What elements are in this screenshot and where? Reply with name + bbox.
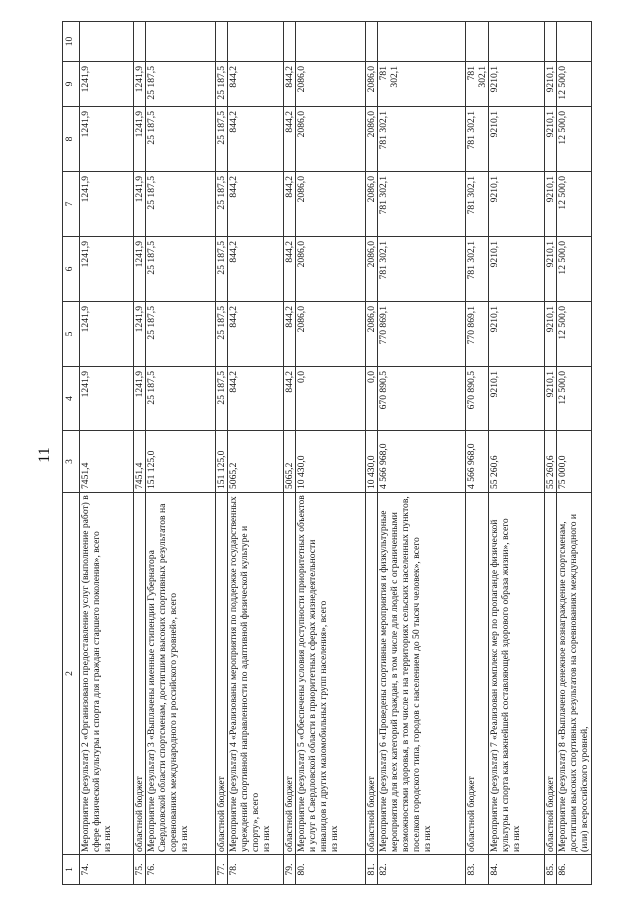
table-row: [80, 22, 134, 885]
value-cell: [284, 22, 296, 62]
value-cell: 9210,1: [489, 62, 545, 107]
budget-table: [62, 21, 592, 885]
table-row: [146, 22, 216, 885]
value-cell: 55 260,6: [489, 431, 545, 493]
value-cell: 2086,0: [366, 62, 378, 107]
value-cell: 670 890,5: [466, 367, 489, 431]
col-header: 8: [63, 107, 80, 172]
value-cell: 25 187,5: [146, 367, 216, 431]
value-cell: 844,2: [228, 107, 284, 172]
value-cell: 25 187,5: [216, 302, 228, 367]
row-number: 76.: [146, 855, 216, 885]
value-cell: 4 566 968,0: [466, 431, 489, 493]
value-cell: 1241,9: [134, 172, 146, 237]
rotated-table-wrapper: [62, 22, 598, 885]
value-cell: 2086,0: [296, 172, 366, 237]
value-cell: 9210,1: [489, 107, 545, 172]
row-label: [80, 493, 134, 855]
row-label: [545, 493, 557, 855]
value-cell: 151 125,0: [216, 431, 228, 493]
table-row: [489, 22, 545, 885]
value-cell: 2086,0: [296, 237, 366, 302]
value-cell: [366, 22, 378, 62]
value-cell: 7451,4: [80, 431, 134, 493]
value-cell: 2086,0: [366, 237, 378, 302]
value-cell: 781 302,1: [466, 172, 489, 237]
value-cell: 151 125,0: [146, 431, 216, 493]
value-cell: 670 890,5: [378, 367, 466, 431]
row-label: [466, 493, 489, 855]
value-cell: 25 187,5: [146, 172, 216, 237]
row-number: 75.: [134, 855, 146, 885]
row-label-text: Мероприятие (результат) 2 «Организовано предоставление услуг (выполнение работ) в сфере физической культуры и спорта для граждан старшего поколения», всего: [80, 495, 102, 852]
value-cell: [545, 22, 557, 62]
row-number: 74.: [80, 855, 134, 885]
row-label-text: областной бюджет: [466, 776, 477, 852]
row-label: [296, 493, 366, 855]
value-cell: [378, 22, 466, 62]
value-cell: 781 302,1: [466, 62, 489, 107]
value-cell: 9210,1: [545, 107, 557, 172]
col-header: 7: [63, 172, 80, 237]
row-number: 84.: [489, 855, 545, 885]
value-cell: 25 187,5: [216, 237, 228, 302]
value-cell: 1241,9: [134, 367, 146, 431]
value-cell: 844,2: [228, 237, 284, 302]
row-label-text: областной бюджет: [134, 776, 145, 852]
row-number: 79.: [284, 855, 296, 885]
value-cell: [296, 22, 366, 62]
value-cell: 770 869,1: [378, 302, 466, 367]
value-cell: 844,2: [228, 172, 284, 237]
value-cell: 844,2: [228, 367, 284, 431]
value-cell: 1241,9: [134, 302, 146, 367]
value-cell: 5065,2: [228, 431, 284, 493]
value-cell: 1241,9: [134, 107, 146, 172]
value-cell: 2086,0: [366, 302, 378, 367]
value-cell: 781 302,1: [466, 107, 489, 172]
value-cell: 4 566 968,0: [378, 431, 466, 493]
row-label: [228, 493, 284, 855]
row-number: 85.: [545, 855, 557, 885]
row-label: [557, 493, 592, 855]
row-number: 86.: [557, 855, 592, 885]
row-number: 80.: [296, 855, 366, 885]
value-cell: 25 187,5: [146, 107, 216, 172]
row-label-text: Мероприятие (результат) 4 «Реализованы мероприятия по поддержке государственных учреждений спортивной направленности по адаптивной физической культуре и спорту», всего: [228, 496, 261, 852]
col-header: 1: [63, 855, 80, 885]
page-number: 11: [36, 447, 53, 463]
row-number: 82.: [378, 855, 466, 885]
value-cell: 781 302,1: [378, 172, 466, 237]
value-cell: [134, 22, 146, 62]
col-header: 3: [63, 431, 80, 493]
table-row: [296, 22, 366, 885]
value-cell: 9210,1: [545, 62, 557, 107]
value-cell: 770 869,1: [466, 302, 489, 367]
table-row: [545, 22, 557, 885]
table-row: [466, 22, 489, 885]
value-cell: 0,0: [296, 367, 366, 431]
value-cell: 2086,0: [296, 302, 366, 367]
value-cell: 1241,9: [134, 62, 146, 107]
value-cell: 844,2: [284, 107, 296, 172]
row-label: [284, 493, 296, 855]
value-cell: 25 187,5: [216, 62, 228, 107]
value-cell: 12 500,0: [557, 302, 592, 367]
header-row: [63, 22, 80, 885]
value-cell: 844,2: [284, 237, 296, 302]
value-cell: 2086,0: [366, 172, 378, 237]
value-cell: [146, 22, 216, 62]
value-cell: 9210,1: [545, 367, 557, 431]
row-label-text: областной бюджет: [545, 776, 556, 852]
value-cell: 55 260,6: [545, 431, 557, 493]
table-row: [366, 22, 378, 885]
row-label-text: Мероприятие (результат) 3 «Выплачены именные стипендии Губернатора Свердловской области спортсменам, достигшим высоких спортивных результатов на соревнованиях международного и российского уровней», всего: [146, 503, 179, 852]
value-cell: 9210,1: [545, 172, 557, 237]
value-cell: 25 187,5: [146, 237, 216, 302]
row-sublabel: из них: [329, 825, 340, 852]
value-cell: 844,2: [228, 62, 284, 107]
value-cell: 9210,1: [489, 302, 545, 367]
value-cell: 1241,9: [80, 302, 134, 367]
value-cell: [557, 22, 592, 62]
value-cell: 1241,9: [80, 107, 134, 172]
value-cell: 844,2: [228, 302, 284, 367]
row-sublabel: из них: [179, 825, 190, 852]
row-sublabel: из них: [261, 825, 272, 852]
row-sublabel: из них: [102, 825, 113, 852]
value-cell: 0,0: [366, 367, 378, 431]
value-cell: 2086,0: [296, 62, 366, 107]
row-label-text: областной бюджет: [284, 776, 295, 852]
value-cell: 781 302,1: [378, 107, 466, 172]
value-cell: 1241,9: [80, 172, 134, 237]
table-row: [378, 22, 466, 885]
value-cell: 9210,1: [545, 237, 557, 302]
row-label-text: Мероприятие (результат) 6 «Проведены спортивные мероприятия и физкультурные мероприятия для всех категорий граждан, в том числе для людей с ограниченными возможностями здоровья, в том числе и на территориях сельских населенных пунктов, поселков городского типа, городов с населением до 50 тысяч человек», всего: [378, 496, 422, 852]
table-row: [284, 22, 296, 885]
value-cell: 2086,0: [366, 107, 378, 172]
value-cell: [466, 22, 489, 62]
value-cell: 25 187,5: [146, 302, 216, 367]
value-cell: 2086,0: [296, 107, 366, 172]
value-cell: 1241,9: [80, 237, 134, 302]
value-cell: 12 500,0: [557, 172, 592, 237]
value-cell: 9210,1: [489, 367, 545, 431]
value-cell: 1241,9: [80, 367, 134, 431]
value-cell: 844,2: [284, 367, 296, 431]
value-cell: 25 187,5: [216, 367, 228, 431]
table-row: [228, 22, 284, 885]
value-cell: 9210,1: [545, 302, 557, 367]
row-label: [146, 493, 216, 855]
value-cell: 10 430,0: [296, 431, 366, 493]
value-cell: 12 500,0: [557, 107, 592, 172]
value-cell: 9210,1: [489, 172, 545, 237]
value-cell: 844,2: [284, 62, 296, 107]
value-cell: 10 430,0: [366, 431, 378, 493]
row-label: [366, 493, 378, 855]
col-header: 4: [63, 367, 80, 431]
col-header: 2: [63, 493, 80, 855]
value-cell: 12 500,0: [557, 237, 592, 302]
row-number: 77.: [216, 855, 228, 885]
row-label-text: Мероприятие (результат) 5 «Обеспечены условия доступности приоритетных объектов и услуг в Свердловской области в приоритетных сферах жизнедеятельности инвалидов и других маломобильных групп населения», всего: [296, 495, 329, 852]
table-row: [557, 22, 592, 885]
value-cell: 1241,9: [134, 237, 146, 302]
col-header: 5: [63, 302, 80, 367]
row-label: [378, 493, 466, 855]
col-header: 6: [63, 237, 80, 302]
value-cell: 781 302,1: [378, 62, 466, 107]
value-cell: 25 187,5: [216, 107, 228, 172]
row-number: 83.: [466, 855, 489, 885]
value-cell: 25 187,5: [146, 62, 216, 107]
value-cell: 7451,4: [134, 431, 146, 493]
row-label: [134, 493, 146, 855]
col-header: 9: [63, 62, 80, 107]
value-cell: 75 000,0: [557, 431, 592, 493]
col-header: 10: [63, 22, 80, 62]
value-cell: 844,2: [284, 302, 296, 367]
row-label-text: Мероприятие (результат) 8 «Выплачено денежное вознаграждение спортсменам, достигшим высоких спортивных результатов на соревнованиях международного и (или) всероссийского уровней,: [557, 513, 590, 852]
value-cell: 781 302,1: [378, 237, 466, 302]
row-label-text: областной бюджет: [366, 776, 377, 852]
table-row: [134, 22, 146, 885]
row-number: 81.: [366, 855, 378, 885]
value-cell: 12 500,0: [557, 62, 592, 107]
value-cell: [489, 22, 545, 62]
row-sublabel: из них: [511, 825, 522, 852]
row-number: 78.: [228, 855, 284, 885]
value-cell: 1241,9: [80, 62, 134, 107]
row-label: [216, 493, 228, 855]
value-cell: 25 187,5: [216, 172, 228, 237]
value-cell: 9210,1: [489, 237, 545, 302]
row-label-text: областной бюджет: [216, 776, 227, 852]
row-label: [489, 493, 545, 855]
value-cell: 844,2: [284, 172, 296, 237]
row-sublabel: из них: [422, 825, 433, 852]
value-cell: [216, 22, 228, 62]
value-cell: 12 500,0: [557, 367, 592, 431]
value-cell: [228, 22, 284, 62]
value-cell: 781 302,1: [466, 237, 489, 302]
value-cell: [80, 22, 134, 62]
value-cell: 5065,2: [284, 431, 296, 493]
table-row: [216, 22, 228, 885]
row-label-text: Мероприятие (результат) 7 «Реализован комплекс мер по пропаганде физической культуры и спорта как важнейшей составляющей здорового образа жизни», всего: [489, 518, 511, 852]
